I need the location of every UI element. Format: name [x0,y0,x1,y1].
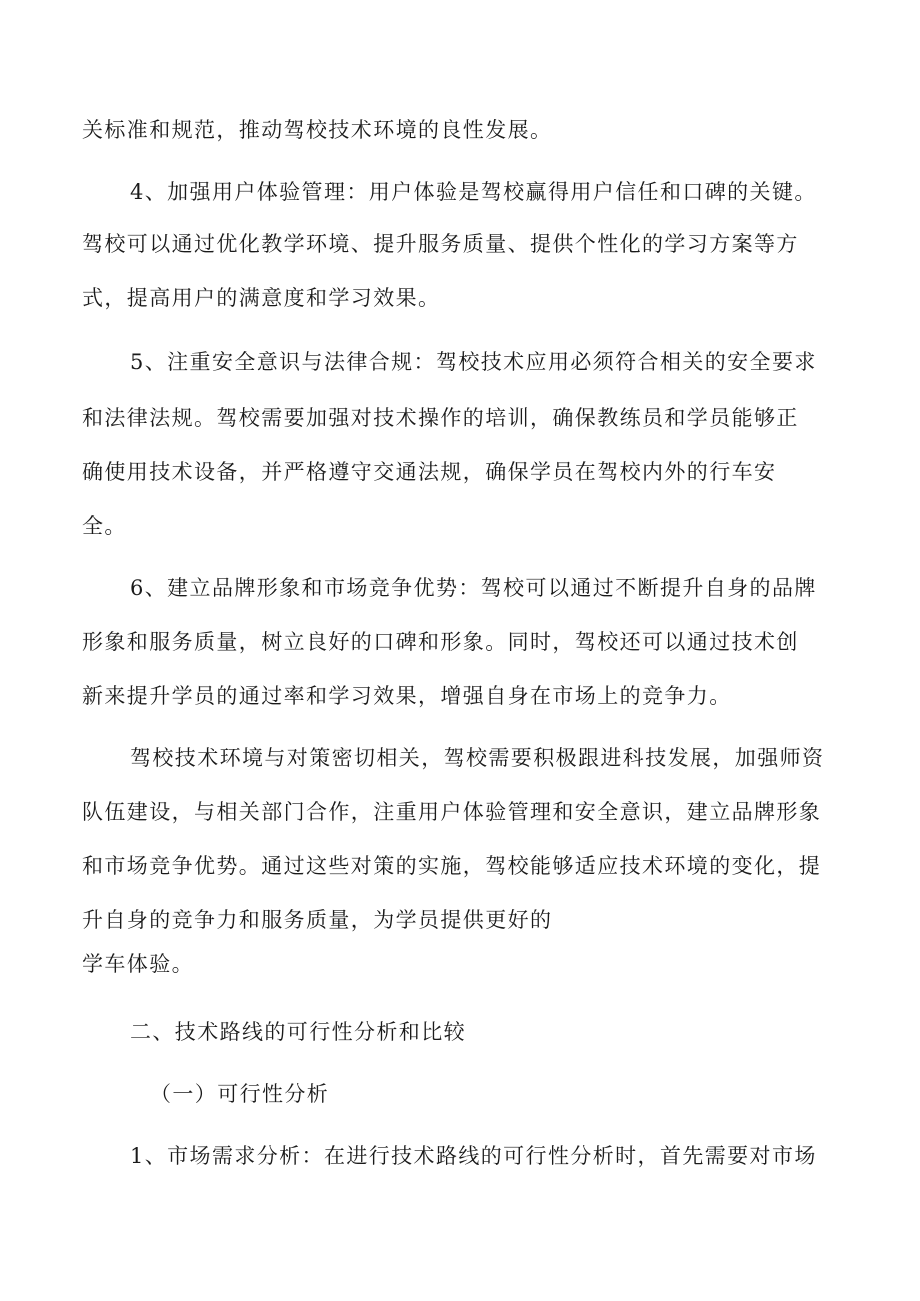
text-line: 和市场竞争优势。通过这些对策的实施，驾校能够适应技术环境的变化，提 [82,854,822,878]
text-line: 确使用技术设备，并严格遵守交通法规，确保学员在驾校内外的行车安 [82,460,777,484]
text-line: 全。 [82,514,127,538]
text-line: 和法律法规。驾校需要加强对技术操作的培训，确保教练员和学员能够正 [82,406,799,430]
text-line: 新来提升学员的通过率和学习效果，增强自身在市场上的竞争力。 [82,684,732,708]
text-line: 驾校技术环境与对策密切相关，驾校需要积极跟进科技发展，加强师资 [130,746,825,770]
text-line: 式，提高用户的满意度和学习效果。 [82,286,441,310]
text-line: 6、建立品牌形象和市场竞争优势：驾校可以通过不断提升自身的品牌 [130,576,817,600]
subsection-heading: （一）可行性分析 [150,1082,330,1106]
text-line: 队伍建设，与相关部门合作，注重用户体验管理和安全意识，建立品牌形象 [82,800,822,824]
text-line: 学车体验。 [82,952,194,976]
section-heading: 二、技术路线的可行性分析和比较 [130,1020,466,1044]
text-line: 驾校可以通过优化教学环境、提升服务质量、提供个性化的学习方案等方 [82,232,799,256]
text-line: 4、加强用户体验管理：用户体验是驾校赢得用户信任和口碑的关键。 [130,180,817,204]
text-line: 5、注重安全意识与法律合规：驾校技术应用必须符合相关的安全要求 [130,350,817,374]
text-line: 关标准和规范，推动驾校技术环境的良性发展。 [82,118,553,142]
text-line: 形象和服务质量，树立良好的口碑和形象。同时，驾校还可以通过技术创 [82,630,799,654]
text-line: 1、市场需求分析：在进行技术路线的可行性分析时，首先需要对市场 [130,1144,817,1168]
text-line: 升自身的竞争力和服务质量，为学员提供更好的 [82,908,553,932]
